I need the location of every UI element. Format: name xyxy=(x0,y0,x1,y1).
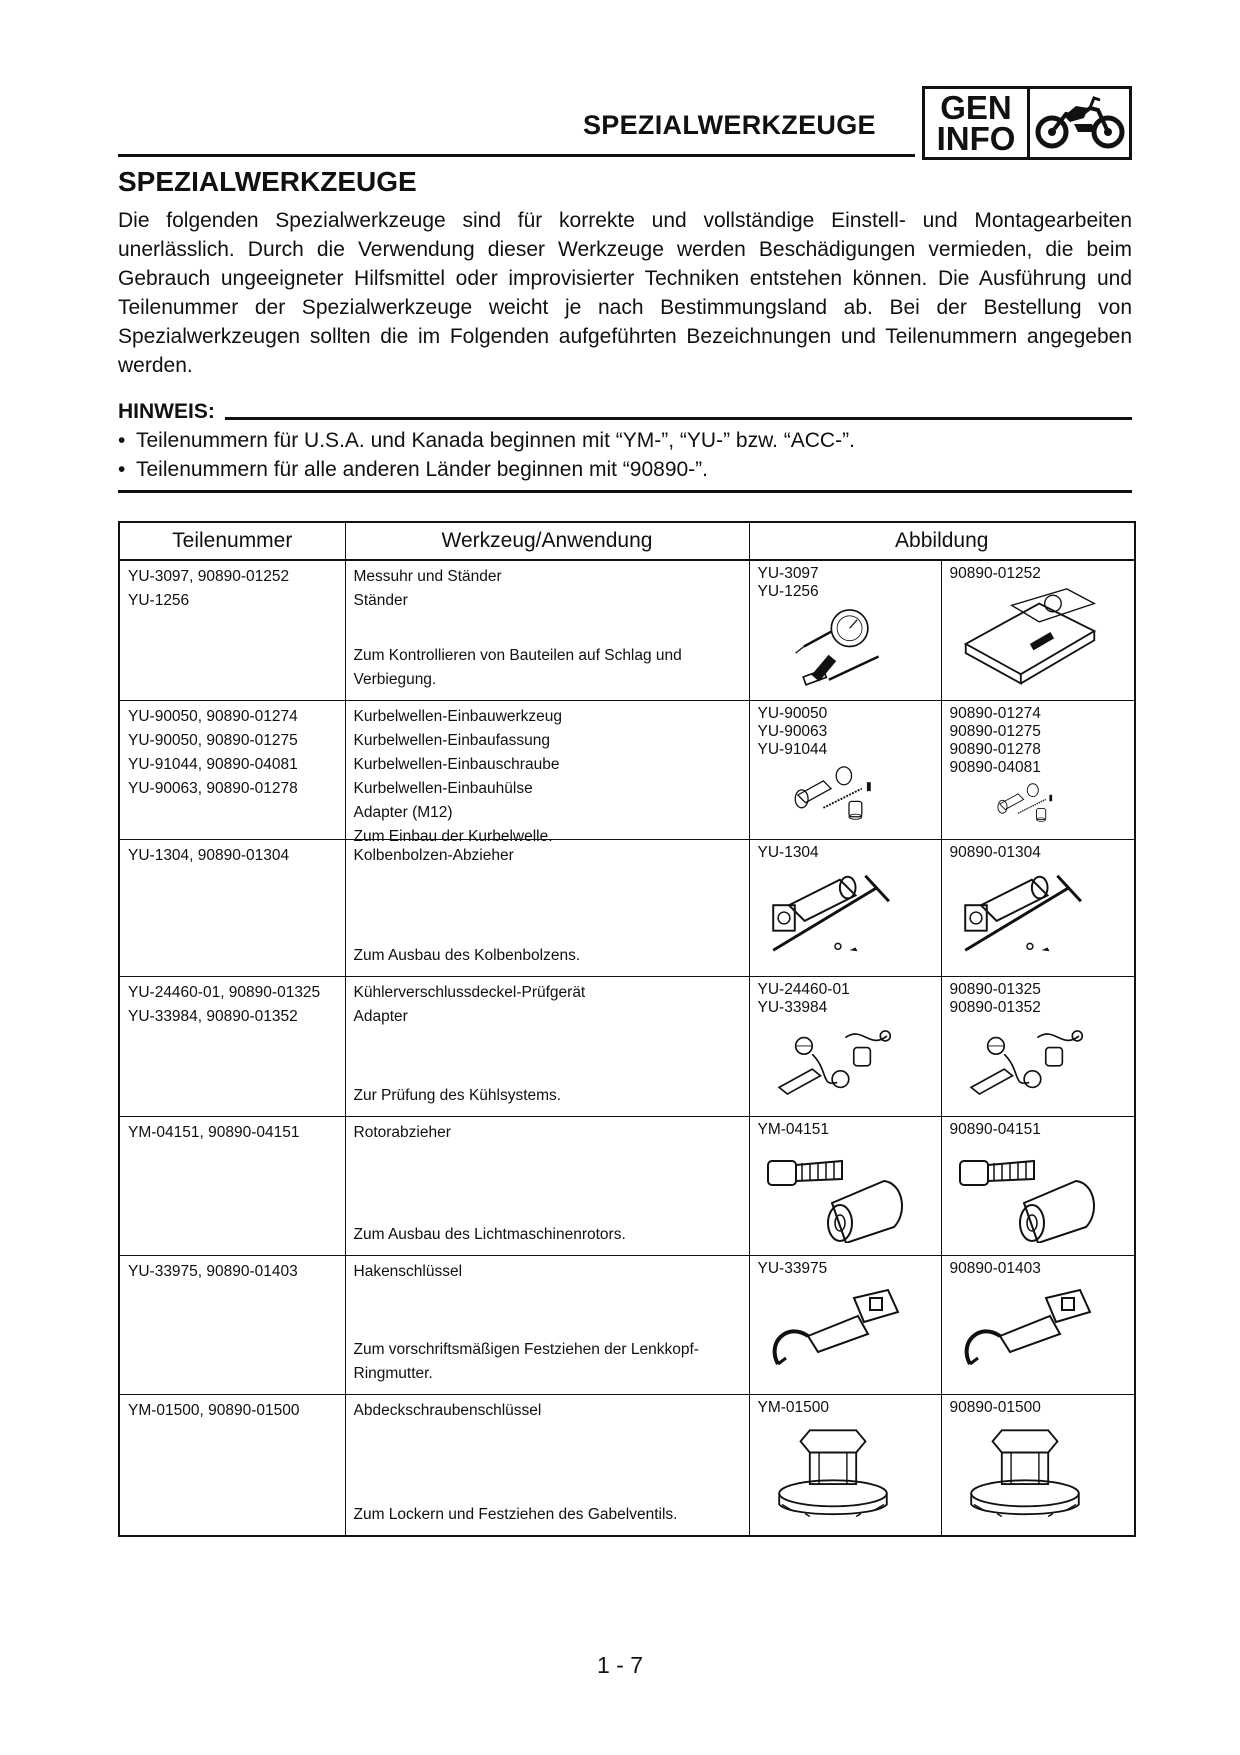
table-row xyxy=(119,1395,1135,1537)
note-heading-text: HINWEIS: xyxy=(118,400,215,423)
note-list xyxy=(118,426,1132,484)
table-row xyxy=(119,977,1135,1117)
tool-usage: Zum Ausbau des Lichtmaschinenrotors. xyxy=(353,1226,626,1243)
table-header-row xyxy=(119,522,1135,560)
part-number: YU-33984, 90890-01352 xyxy=(128,1008,298,1025)
note-heading xyxy=(118,400,1132,424)
illustration-cell xyxy=(749,1395,941,1537)
part-number: YU-24460-01, 90890-01325 xyxy=(128,984,321,1001)
illustration-cell xyxy=(941,840,1135,977)
illustration-part-label: YU-24460-01 YU-33984 xyxy=(757,981,850,1016)
illustration-part-label: 90890-01500 xyxy=(949,1399,1041,1416)
illustration-part-label: YM-01500 xyxy=(757,1399,830,1416)
header-teilenummer: Teilenummer xyxy=(119,522,345,560)
illustration-part-label: 90890-01252 xyxy=(949,565,1041,582)
badge-line1: GEN xyxy=(940,89,1012,126)
tool-usage-cell xyxy=(345,840,749,977)
tool-name: Adapter xyxy=(353,1008,408,1025)
tool-usage-cell xyxy=(345,560,749,701)
part-numbers-cell xyxy=(119,701,345,840)
tool-name: Kolbenbolzen-Abzieher xyxy=(353,847,514,864)
tool-usage: Zum Kontrollieren von Bauteilen auf Schlag und Verbiegung. xyxy=(353,647,682,688)
illustration-cell xyxy=(941,1256,1135,1395)
illustration-part-label: 90890-04151 xyxy=(949,1121,1041,1138)
crankshaft-installer-icon xyxy=(758,763,933,835)
note-rule xyxy=(225,417,1132,420)
part-number: YM-04151, 90890-04151 xyxy=(128,1124,300,1141)
page-number: 1 - 7 xyxy=(596,1652,644,1678)
rotor-puller-icon xyxy=(950,1143,1127,1251)
tool-name: Kurbelwellen-Einbauwerkzeug xyxy=(353,708,563,725)
part-number: YU-90050, 90890-01274 xyxy=(128,708,298,725)
part-number: YM-01500, 90890-01500 xyxy=(128,1402,300,1419)
hook-wrench-icon xyxy=(950,1282,1127,1390)
rotor-puller-icon xyxy=(758,1143,933,1251)
illustration-part-label: 90890-01304 xyxy=(949,844,1041,861)
tool-usage-cell xyxy=(345,977,749,1117)
illustration-cell xyxy=(749,840,941,977)
tool-usage: Zur Prüfung des Kühlsystems. xyxy=(353,1087,562,1104)
tool-name: Kurbelwellen-Einbauschraube xyxy=(353,756,560,773)
part-numbers-cell xyxy=(119,840,345,977)
part-number: YU-91044, 90890-04081 xyxy=(128,756,298,773)
tool-usage: Zum Einbau der Kurbelwelle. xyxy=(353,828,553,845)
cap-bolt-wrench-icon xyxy=(950,1421,1127,1531)
cap-bolt-wrench-icon xyxy=(758,1421,933,1531)
illustration-part-label: 90890-01274 90890-01275 90890-01278 90890-04081 xyxy=(949,705,1041,776)
dial-gauge-case-icon xyxy=(950,587,1127,696)
part-number: YU-1256 xyxy=(128,592,190,609)
piston-pin-puller-icon xyxy=(950,866,1127,972)
table-row xyxy=(119,701,1135,840)
tool-name: Rotorabzieher xyxy=(353,1124,451,1141)
tool-usage-cell xyxy=(345,1395,749,1537)
radiator-cap-tester-icon xyxy=(950,1021,1127,1112)
gen-info-badge xyxy=(922,86,1132,160)
illustration-part-label: YU-33975 xyxy=(757,1260,828,1277)
part-number: YU-1304, 90890-01304 xyxy=(128,847,290,864)
table-row xyxy=(119,1256,1135,1395)
part-number: YU-90063, 90890-01278 xyxy=(128,780,298,797)
intro-paragraph: Die folgenden Spezialwerkzeuge sind für korrekte und vollständige Einstell- und Montagearbeiten unerlässlich. Durch die Verwendung dieser Werkzeuge werden Beschädigungen vermieden, die beim Gebrauch ungeeigneter Hilfsmittel oder improvisierter Techniken entstehen können. Die Ausführung und Teilenummer der Spezialwerkzeuge weicht je nach Bestimmungsland ab. Bei der Bestellung von Spezialwerkzeugen sollten die im Folgenden aufgeführten Bezeichnungen und Teilenummern angegeben werden. xyxy=(118,209,1132,377)
part-number: YU-33975, 90890-01403 xyxy=(128,1263,298,1280)
piston-pin-puller-icon xyxy=(758,866,933,972)
tool-name: Kühlerverschlussdeckel-Prüfgerät xyxy=(353,984,586,1001)
illustration-cell xyxy=(749,977,941,1117)
section-title: SPEZIALWERKZEUGE xyxy=(118,166,417,197)
header-werkzeug: Werkzeug/Anwendung xyxy=(345,522,749,560)
illustration-part-label: 90890-01403 xyxy=(949,1260,1041,1277)
tool-name: Kurbelwellen-Einbauhülse xyxy=(353,780,533,797)
tool-name: Adapter (M12) xyxy=(353,804,453,821)
motorcycle-icon xyxy=(1030,89,1129,157)
tool-name: Kurbelwellen-Einbaufassung xyxy=(353,732,550,749)
tool-name: Messuhr und Ständer xyxy=(353,568,502,585)
badge-line2: INFO xyxy=(936,120,1016,157)
note-item: • Teilenummern für U.S.A. und Kanada beginnen mit “YM-”, “YU-” bzw. “ACC-”. xyxy=(118,426,1132,455)
illustration-part-label: YU-3097 YU-1256 xyxy=(757,565,819,600)
header-abbildung: Abbildung xyxy=(749,522,1135,560)
part-numbers-cell xyxy=(119,977,345,1117)
illustration-cell xyxy=(941,701,1135,840)
part-number: YU-90050, 90890-01275 xyxy=(128,732,298,749)
illustration-cell xyxy=(749,1117,941,1256)
tool-usage: Zum Lockern und Festziehen des Gabelventils. xyxy=(353,1506,678,1523)
part-numbers-cell xyxy=(119,1395,345,1537)
tool-usage-cell xyxy=(345,701,749,845)
tool-name: Ständer xyxy=(353,592,408,609)
illustration-cell xyxy=(941,977,1135,1117)
table-row xyxy=(119,840,1135,977)
note-block xyxy=(118,400,1132,493)
dial-gauge-stand-icon xyxy=(758,605,933,696)
crankshaft-installer-icon xyxy=(950,781,1127,835)
radiator-cap-tester-icon xyxy=(758,1021,933,1112)
note-end-rule xyxy=(118,490,1132,493)
note-item: • Teilenummern für alle anderen Länder beginnen mit “90890-”. xyxy=(118,455,1132,484)
part-numbers-cell xyxy=(119,560,345,701)
tool-name: Abdeckschraubenschlüssel xyxy=(353,1402,542,1419)
illustration-part-label: YM-04151 xyxy=(757,1121,830,1138)
hook-wrench-icon xyxy=(758,1282,933,1390)
part-numbers-cell xyxy=(119,1256,345,1395)
illustration-cell xyxy=(749,560,941,701)
tool-usage-cell xyxy=(345,1256,749,1395)
tool-usage: Zum Ausbau des Kolbenbolzens. xyxy=(353,947,581,964)
illustration-part-label: YU-1304 xyxy=(757,844,819,861)
tool-usage-cell xyxy=(345,1117,749,1256)
tool-name: Hakenschlüssel xyxy=(353,1263,463,1280)
tool-usage: Zum vorschriftsmäßigen Festziehen der Lenkkopf-Ringmutter. xyxy=(353,1341,699,1382)
part-number: YU-3097, 90890-01252 xyxy=(128,568,290,585)
part-numbers-cell xyxy=(119,1117,345,1256)
illustration-cell xyxy=(749,1256,941,1395)
header-title: SPEZIALWERKZEUGE xyxy=(583,110,876,140)
illustration-cell xyxy=(749,701,941,840)
illustration-cell xyxy=(941,560,1135,701)
table-row xyxy=(119,560,1135,701)
badge-text xyxy=(925,89,1030,157)
table-row xyxy=(119,1117,1135,1256)
illustration-cell xyxy=(941,1395,1135,1537)
illustration-cell xyxy=(941,1117,1135,1256)
illustration-part-label: 90890-01325 90890-01352 xyxy=(949,981,1041,1016)
illustration-part-label: YU-90050 YU-90063 YU-91044 xyxy=(757,705,828,758)
header-rule xyxy=(118,154,915,157)
special-tools-table xyxy=(118,521,1136,1537)
